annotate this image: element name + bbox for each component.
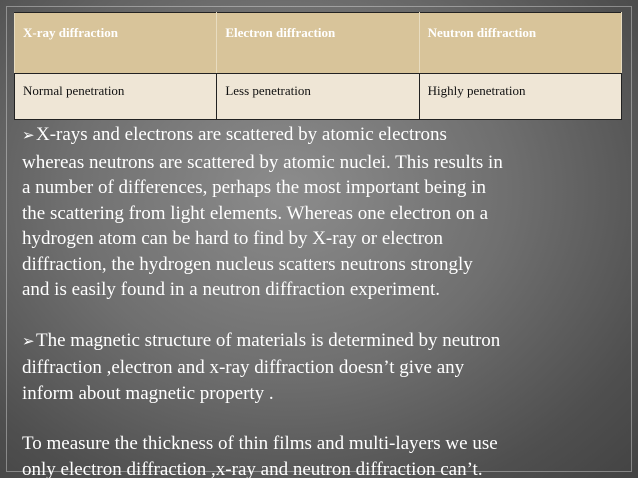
table-row — [15, 74, 622, 120]
paragraph-line: diffraction, the hydrogen nucleus scatters neutrons strongly — [22, 253, 473, 275]
paragraph-line: a number of differences, perhaps the most important being in — [22, 177, 486, 198]
comparison-table — [14, 12, 622, 120]
cell-electron-penetration: Less penetration — [217, 74, 419, 120]
paragraph-thin-films — [22, 431, 622, 478]
paragraph-line: the scattering from light elements. Whereas one electron on a — [22, 202, 489, 224]
paragraph-line: ➢X-rays and electrons are scattered by atomic electrons — [22, 122, 622, 150]
table-header-row — [15, 13, 622, 74]
paragraph-line: inform about magnetic property . — [22, 382, 274, 404]
cell-xray-penetration: Normal penetration — [15, 74, 217, 120]
header-neutron: Neutron diffraction — [419, 13, 621, 74]
cell-neutron-penetration: Highly penetration — [419, 74, 621, 120]
header-xray: X-ray diffraction — [15, 13, 217, 74]
paragraph-line: whereas neutrons are scattered by atomic nuclei. This results in — [22, 151, 503, 173]
paragraph-line: To measure the thickness of thin films and multi-layers we use — [22, 433, 498, 454]
paragraph-magnetic — [22, 328, 622, 407]
slide-body — [22, 122, 622, 478]
paragraph-line: ➢The magnetic structure of materials is determined by neutron — [22, 328, 622, 356]
header-electron: Electron diffraction — [217, 13, 419, 74]
arrow-bullet-icon: ➢ — [22, 128, 35, 144]
paragraph-line: diffraction ,electron and x-ray diffraction doesn’t give any — [22, 357, 465, 378]
arrow-bullet-icon: ➢ — [22, 333, 35, 350]
paragraph-line: only electron diffraction ,x-ray and neutron diffraction can’t. — [22, 458, 483, 478]
paragraph-line: hydrogen atom can be hard to find by X-ray or electron — [22, 228, 444, 249]
paragraph-scattering — [22, 122, 622, 303]
paragraph-line: and is easily found in a neutron diffraction experiment. — [22, 279, 441, 300]
